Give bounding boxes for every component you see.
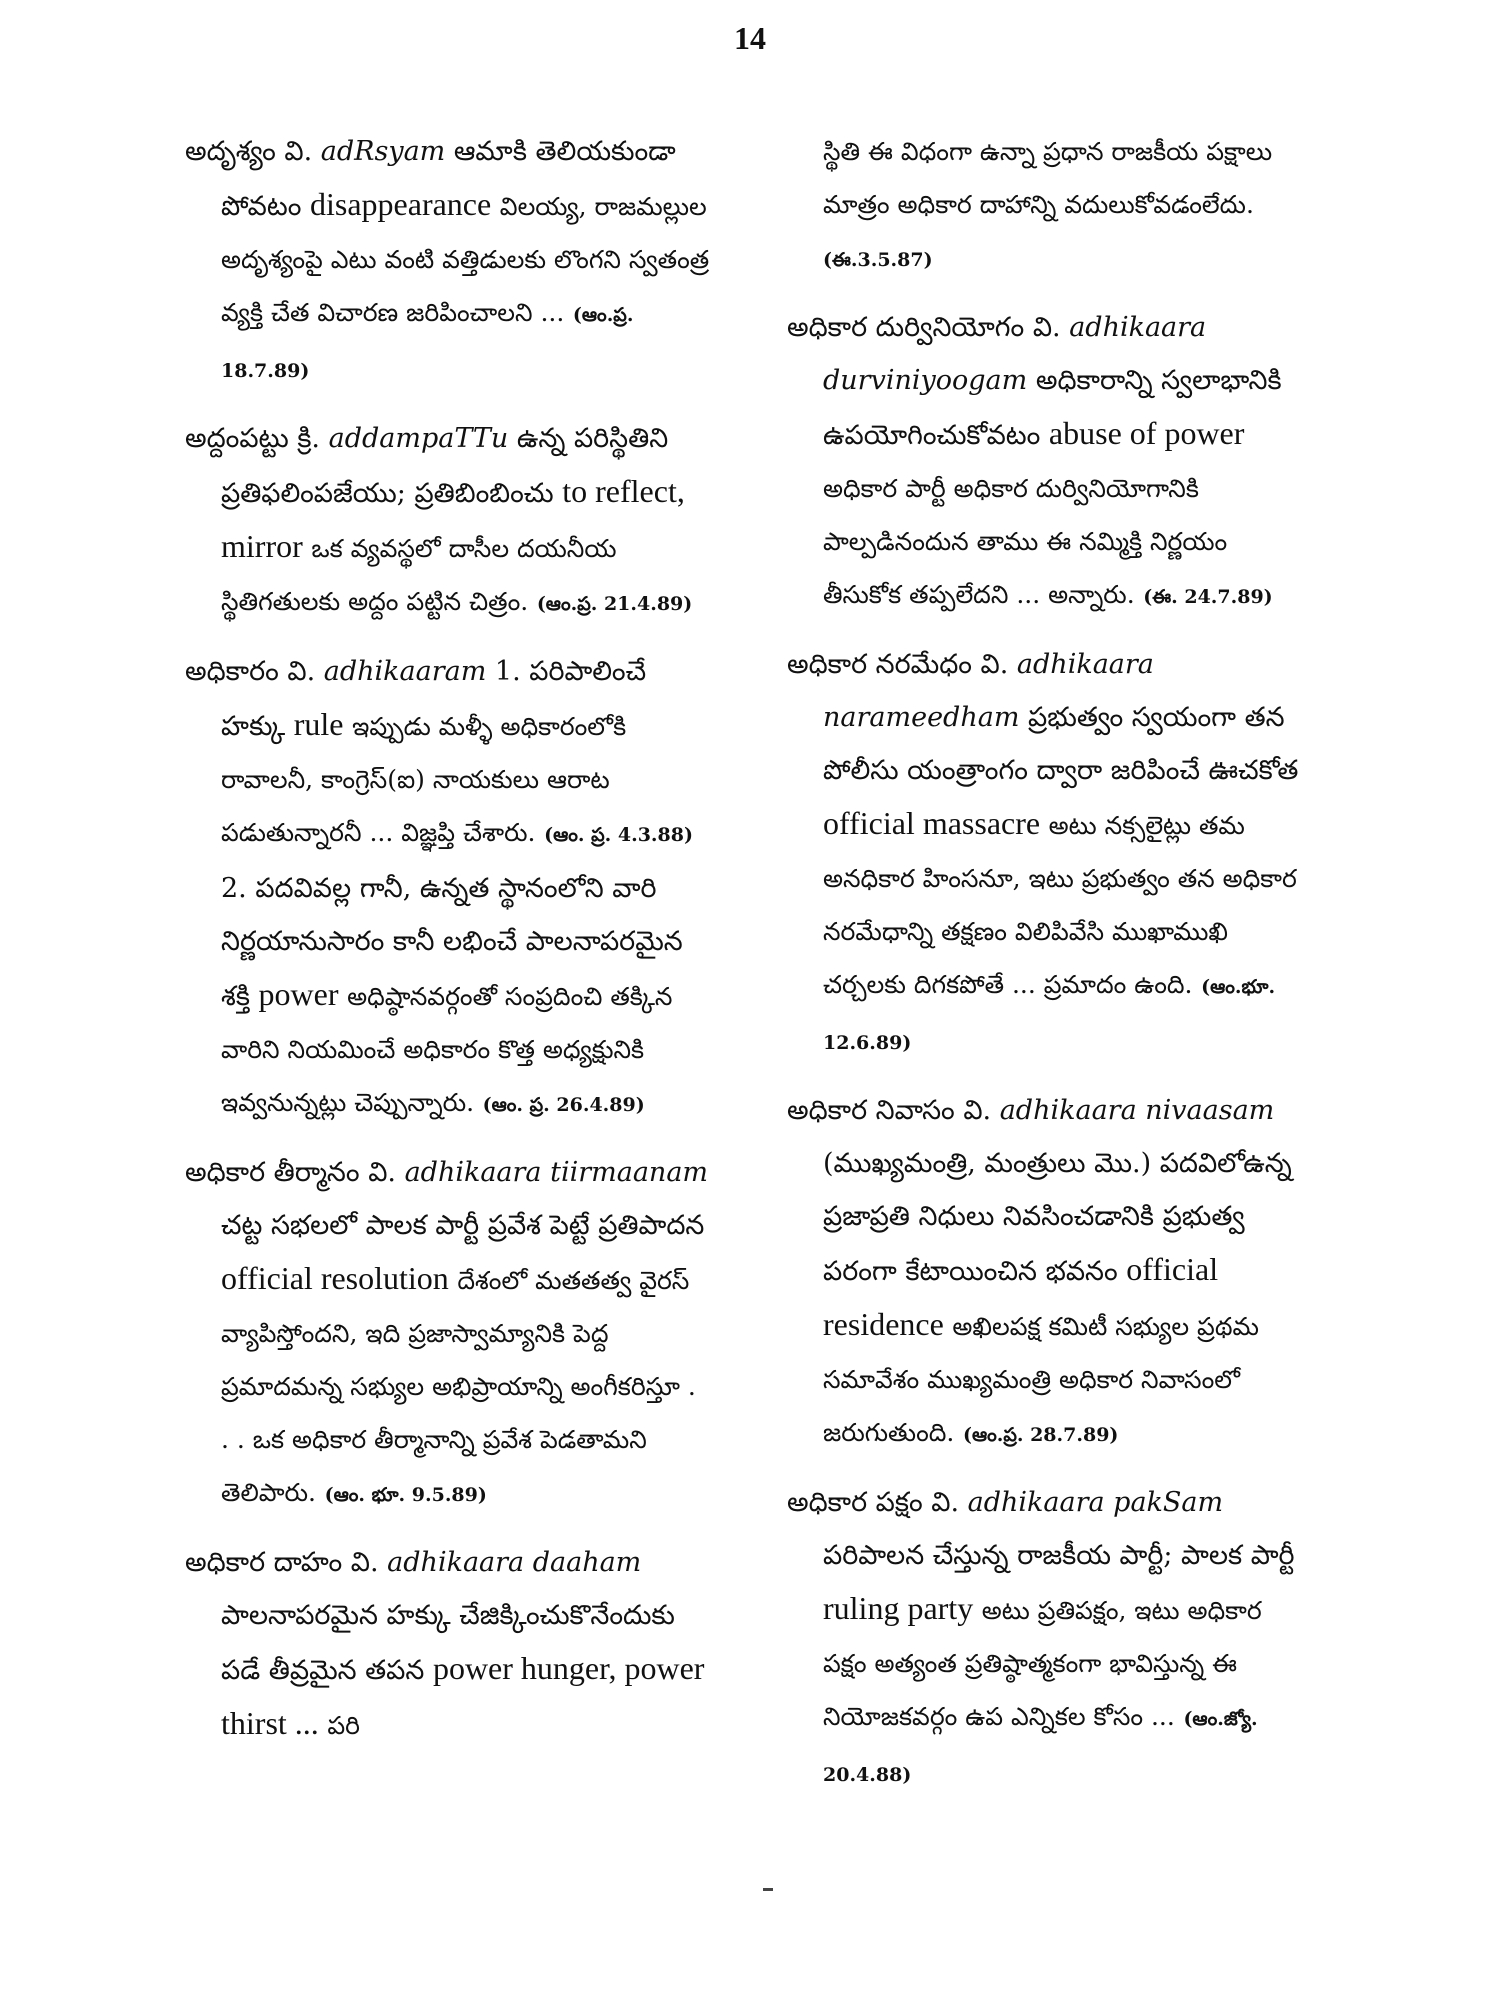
citation: (ఈ. 24.7.89) bbox=[1143, 586, 1273, 608]
transliteration: adRsyam bbox=[320, 136, 446, 167]
page-number: 14 bbox=[734, 20, 766, 56]
definition: ఆమాకి తెలియకుండా పోవటం bbox=[221, 136, 676, 222]
english-gloss-sense-2: power bbox=[258, 976, 339, 1012]
transliteration: adhikaara pakSam bbox=[967, 1487, 1224, 1518]
transliteration: adhikaara nivaasam bbox=[999, 1095, 1275, 1126]
grammar-label: వి. bbox=[980, 649, 1009, 680]
definition: (ముఖ్యమంత్రి, మంత్రులు మొ.) పదవిలోఉన్న ప్రజాప్రతి నిధులు నివసించడానికి ప్రభుత్వ పరంగా కేటాయించిన భవనం bbox=[823, 1148, 1292, 1287]
example-sentence: ఇప్పుడు మళ్ళీ అధికారంలోకి రావాలనీ, కాంగ్రెస్(ఐ) నాయకులు ఆరాట పడుతున్నారనీ ... విజ్ఞప్తి చేశారు. bbox=[221, 712, 627, 847]
example-sentence: పరి bbox=[327, 1711, 360, 1740]
headword: అదృశ్యం bbox=[185, 136, 276, 167]
english-gloss: power hunger, power thirst ... bbox=[221, 1650, 705, 1741]
definition: చట్ట సభలలో పాలక పార్టీ ప్రవేశ పెట్టే ప్రతిపాదన bbox=[221, 1210, 705, 1241]
transliteration: adhikaara durviniyoogam bbox=[823, 312, 1207, 396]
citation: (ఆం. భూ. 9.5.89) bbox=[324, 1484, 487, 1506]
citation: (ఆం. ప్ర. 4.3.88) bbox=[544, 824, 693, 846]
example-sentence: స్థితి ఈ విధంగా ఉన్నా ప్రధాన రాజకీయ పక్షాలు మాత్రం అధికార దాహాన్ని వదులుకోవడంలేదు. bbox=[823, 137, 1273, 219]
definition: పాలనాపరమైన హక్కు చేజిక్కించుకొనేందుకు పడే తీవ్రమైన తపన bbox=[221, 1600, 675, 1686]
dictionary-entry bbox=[185, 125, 710, 398]
english-gloss: disappearance bbox=[309, 186, 492, 222]
transliteration: adhikaara tiirmaanam bbox=[404, 1157, 709, 1188]
definition: 1. పరిపాలించే హక్కు bbox=[221, 656, 647, 742]
citation: (ఈ.3.5.87) bbox=[823, 249, 933, 271]
headword: అధికార తీర్మానం bbox=[185, 1157, 360, 1188]
definition: ప్రభుత్వం స్వయంగా తన పోలీసు యంత్రాంగం ద్వారా జరిపించే ఊచకోత bbox=[823, 702, 1299, 786]
headword: అధికార నివాసం bbox=[787, 1095, 955, 1126]
dictionary-entry bbox=[787, 1476, 1312, 1802]
example-sentence: అటు ప్రతిపక్షం, ఇటు అధికార పక్షం అత్యంత ప్రతిష్ఠాత్మకంగా భావిస్తున్న ఈ నియోజకవర్గం ఉప ఎన్నికల కోసం ... bbox=[823, 1596, 1262, 1731]
grammar-label: వి. bbox=[963, 1095, 992, 1126]
headword: అధికార దాహం bbox=[185, 1547, 343, 1578]
left-column bbox=[185, 125, 710, 1769]
right-column bbox=[787, 125, 1312, 1816]
dictionary-entry bbox=[185, 1146, 710, 1522]
dictionary-entry bbox=[185, 1536, 710, 1755]
headword: అధికార పక్షం bbox=[787, 1487, 923, 1518]
citation: (ఆం.జ్యో. 20.4.88) bbox=[823, 1708, 1258, 1786]
headword: అధికారం bbox=[185, 656, 279, 687]
english-gloss: rule bbox=[293, 706, 344, 742]
dictionary-entry bbox=[185, 645, 710, 1132]
example-sentence: అఖిలపక్ష కమిటీ సభ్యుల ప్రథమ సమావేశం ముఖ్యమంత్రి అధికార నివాసంలో జరుగుతుంది. bbox=[823, 1312, 1259, 1447]
english-gloss: to reflect, mirror bbox=[221, 473, 685, 564]
example-sentence: విలయ్య, రాజమల్లుల అదృశ్యంపై ఎటు వంటి వత్తిడులకు లొంగని స్వతంత్ర వ్యక్తి చేత విచారణ జరిపించాలని ... bbox=[221, 192, 710, 327]
citation: (ఆం.ప్ర. 18.7.89) bbox=[221, 304, 634, 382]
citation-sense-2: (ఆం. ప్ర. 26.4.89) bbox=[482, 1094, 645, 1116]
english-gloss: official resolution bbox=[221, 1260, 449, 1296]
definition-sense-2: 2. పదవివల్ల గానీ, ఉన్నత స్థానంలోని వారి నిర్ణయానుసారం కానీ లభించే పాలనాపరమైన శక్తి bbox=[221, 873, 683, 1012]
definition: పరిపాలన చేస్తున్న రాజకీయ పార్టీ; పాలక పార్టీ bbox=[823, 1540, 1295, 1571]
entry-continuation bbox=[787, 125, 1312, 287]
transliteration: addampaTTu bbox=[328, 423, 509, 454]
english-gloss: ruling party bbox=[823, 1590, 974, 1626]
dictionary-entry bbox=[787, 1084, 1312, 1462]
grammar-label: వి. bbox=[1032, 312, 1061, 343]
grammar-label: వి. bbox=[284, 136, 313, 167]
citation: (ఆం.భూ. 12.6.89) bbox=[823, 976, 1276, 1054]
transliteration: adhikaara daaham bbox=[387, 1547, 642, 1578]
english-gloss: abuse of power bbox=[1048, 415, 1245, 451]
example-sentence: దేశంలో మతతత్వ వైరస్ వ్యాపిస్తోందని, ఇది ప్రజాస్వామ్యానికి పెద్ద ప్రమాదమన్న సభ్యుల అభిప్రాయాన్ని అంగీకరిస్తూ . . . ఒక అధికార తీర్మానాన్ని ప్రవేశ పెడతామని తెలిపారు. bbox=[221, 1266, 696, 1507]
citation: (ఆం.ప్ర. 28.7.89) bbox=[962, 1424, 1119, 1446]
citation: (ఆం.ప్ర. 21.4.89) bbox=[536, 593, 693, 615]
grammar-label: వి. bbox=[287, 656, 316, 687]
dictionary-entry bbox=[787, 301, 1312, 624]
dictionary-entry bbox=[787, 638, 1312, 1070]
transliteration: adhikaara narameedham bbox=[823, 649, 1154, 733]
english-gloss: official residence bbox=[823, 1251, 1219, 1342]
grammar-label: వి. bbox=[368, 1157, 396, 1188]
grammar-label: క్రి. bbox=[297, 423, 321, 454]
grammar-label: వి. bbox=[350, 1547, 379, 1578]
headword: అధికార దుర్వినియోగం bbox=[787, 312, 1025, 343]
example-sentence-sense-2: అధిష్ఠానవర్గంతో సంప్రదించి తక్కిన వారిని నియమించే అధికారం కొత్త అధ్యక్షునికి ఇవ్వనున్నట్లు చెప్పున్నారు. bbox=[221, 982, 673, 1117]
definition: ఉన్న పరిస్థితిని ప్రతిఫలింపజేయు; ప్రతిబింబించు bbox=[221, 423, 669, 509]
scan-speck bbox=[763, 1888, 773, 1891]
example-sentence: ఒక వ్యవస్థలో దాసీల దయనీయ స్థితిగతులకు అద్దం పట్టిన చిత్రం. bbox=[221, 534, 617, 616]
transliteration: adhikaaram bbox=[323, 656, 487, 687]
grammar-label: వి. bbox=[931, 1487, 960, 1518]
example-sentence: అటు నక్సలైట్లు తమ అనధికార హింసనూ, ఇటు ప్రభుత్వం తన అధికార నరమేధాన్ని తక్షణం విలిపివేసి ముఖాముఖి చర్చలకు దిగకపోతే ... ప్రమాదం ఉంది. bbox=[823, 811, 1297, 999]
dictionary-entry bbox=[185, 412, 710, 631]
example-sentence: అధికార పార్టీ అధికార దుర్వినియోగానికి పాల్పడినందున తాము ఈ నమ్మిక్తి నిర్ణయం తీసుకోక తప్పలేదని ... అన్నారు. bbox=[823, 474, 1228, 609]
headword: అద్దంపట్టు bbox=[185, 423, 289, 454]
english-gloss: official massacre bbox=[823, 805, 1041, 841]
headword: అధికార నరమేధం bbox=[787, 649, 972, 680]
definition: అధికారాన్ని స్వలాభానికి ఉపయోగించుకోవటం bbox=[823, 365, 1282, 451]
